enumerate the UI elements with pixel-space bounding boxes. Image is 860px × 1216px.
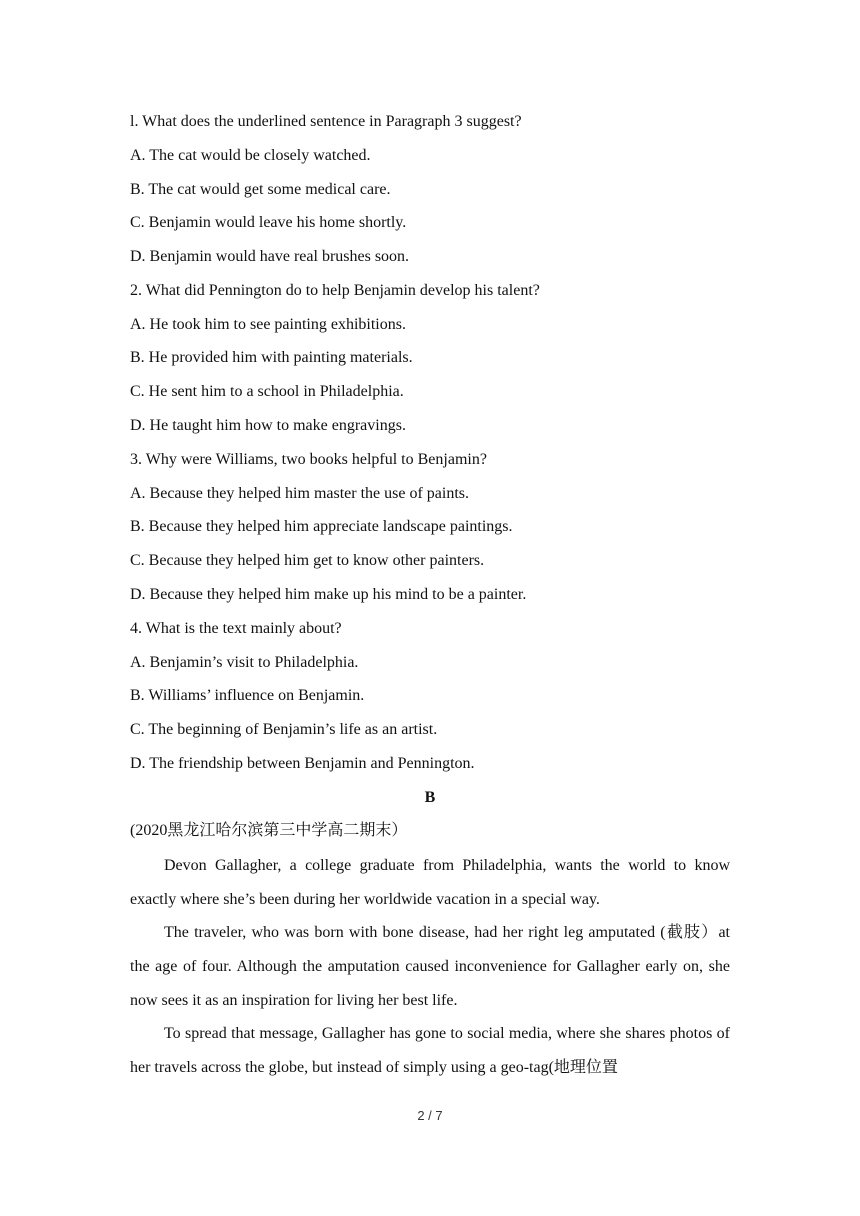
question-2-option-b: B. He provided him with painting materials. [130, 349, 413, 366]
question-3-option-b: B. Because they helped him appreciate landscape paintings. [130, 518, 513, 535]
question-3-option-c: C. Because they helped him get to know other painters. [130, 552, 485, 569]
question-4-option-c: C. The beginning of Benjamin’s life as an artist. [130, 721, 438, 738]
question-4-option-b: B. Williams’ influence on Benjamin. [130, 687, 365, 704]
question-4-option-d: D. The friendship between Benjamin and Pennington. [130, 755, 475, 772]
passage-paragraph-2: The traveler, who was born with bone disease, had her right leg amputated (截肢）at the age of four. Although the amputation caused inconvenience for Gallagher early on, she now sees it as an inspiration for living her best life. [130, 924, 730, 1009]
question-4-stem: 4. What is the text mainly about? [130, 620, 342, 637]
passage-paragraph-1: Devon Gallagher, a college graduate from Philadelphia, wants the world to know exactly where she’s been during her worldwide vacation in a special way. [130, 857, 730, 908]
question-1-option-d: D. Benjamin would have real brushes soon. [130, 248, 410, 265]
question-1-stem: l. What does the underlined sentence in Paragraph 3 suggest? [130, 113, 522, 130]
section-source: (2020黑龙江哈尔滨第三中学高二期末） [130, 822, 408, 839]
page-number: 2 / 7 [417, 1108, 443, 1123]
question-2-option-a: A. He took him to see painting exhibitions. [130, 316, 406, 333]
question-1-option-b: B. The cat would get some medical care. [130, 181, 391, 198]
question-2-option-d: D. He taught him how to make engravings. [130, 417, 406, 434]
question-4-option-a: A. Benjamin’s visit to Philadelphia. [130, 654, 359, 671]
question-1-option-c: C. Benjamin would leave his home shortly. [130, 214, 407, 231]
section-heading: B [424, 789, 436, 806]
question-3-option-d: D. Because they helped him make up his mind to be a painter. [130, 586, 527, 603]
question-2-stem: 2. What did Pennington do to help Benjamin develop his talent? [130, 282, 540, 299]
passage-paragraph-3: To spread that message, Gallagher has gone to social media, where she shares photos of her travels across the globe, but instead of simply using a geo-tag(地理位置 [130, 1025, 730, 1076]
question-3-stem: 3. Why were Williams, two books helpful to Benjamin? [130, 451, 487, 468]
question-2-option-c: C. He sent him to a school in Philadelphia. [130, 383, 404, 400]
question-1-option-a: A. The cat would be closely watched. [130, 147, 371, 164]
question-3-option-a: A. Because they helped him master the use of paints. [130, 485, 470, 502]
